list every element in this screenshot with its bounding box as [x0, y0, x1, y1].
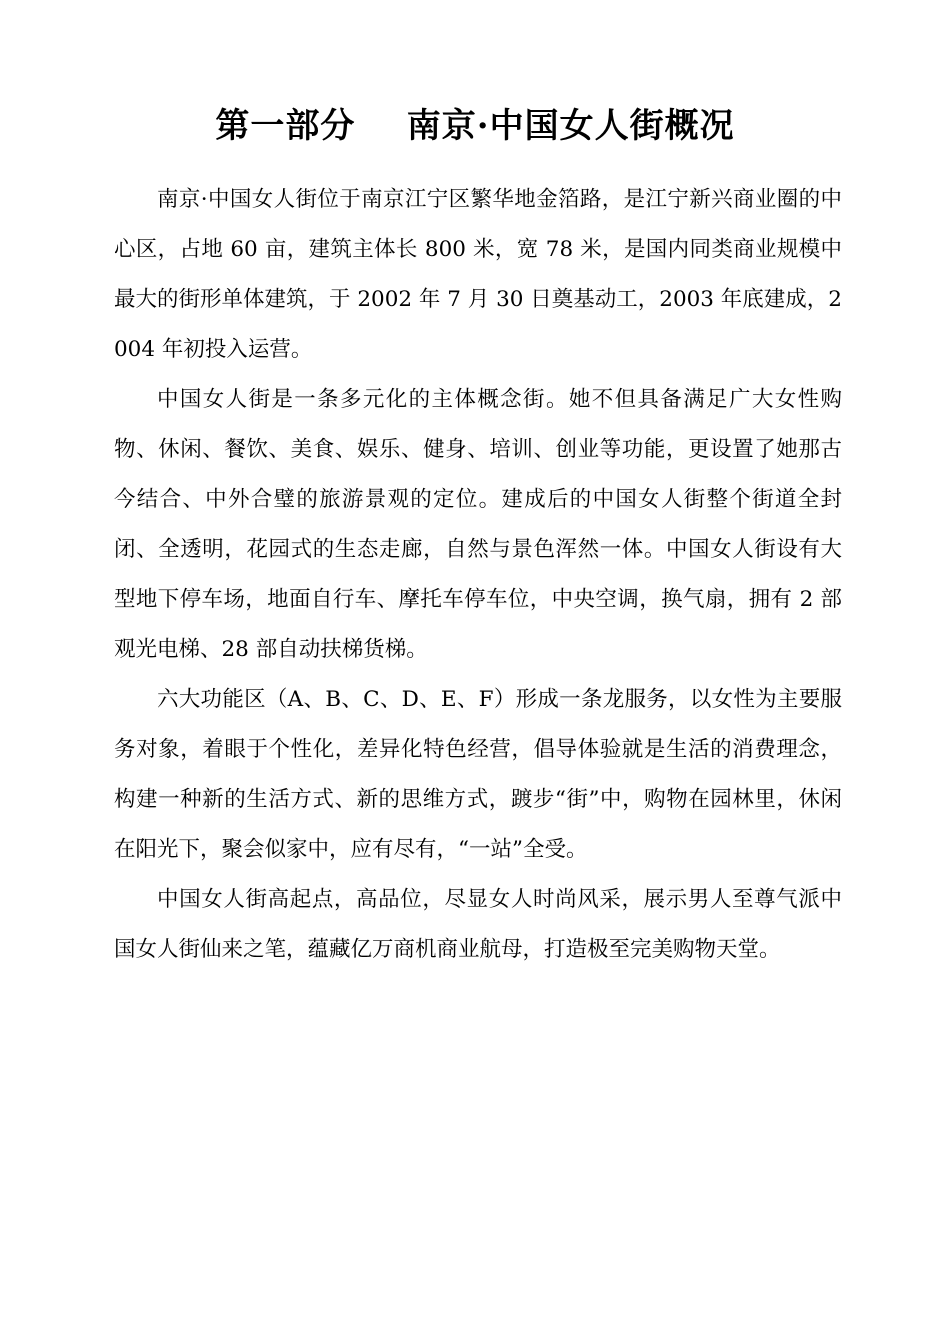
- paragraph-functional-zones: 六大功能区（A、B、C、D、E、F）形成一条龙服务，以女性为主要服务对象，着眼于个性化，差异化特色经营，倡导体验就是生活的消费理念，构建一种新的生活方式、新的思维方式，踱步“街”中，购物在园林里，休闲在阳光下，聚会似家中，应有尽有，“一站”全受。: [114, 687, 842, 862]
- document-title: 第一部分 南京·中国女人街概况: [215, 106, 735, 146]
- paragraph-positioning: 中国女人街高起点，高品位，尽显女人时尚风采，展示男人至尊气派中国女人街仙来之笔，蕴藏亿万商机商业航母，打造极至完美购物天堂。: [114, 887, 842, 962]
- paragraph-concept: 中国女人街是一条多元化的主体概念街。她不但具备满足广大女性购物、休闲、餐饮、美食、娱乐、健身、培训、创业等功能，更设置了她那古今结合、中外合璧的旅游景观的定位。建成后的中国女人街整个街道全封闭、全透明，花园式的生态走廊，自然与景色浑然一体。中国女人街设有大型地下停车场，地面自行车、摩托车停车位，中央空调，换气扇，拥有 2 部观光电梯、28 部自动扶梯货梯。: [114, 387, 842, 662]
- document-body: [114, 175, 842, 975]
- paragraph-location: 南京·中国女人街位于南京江宁区繁华地金箔路，是江宁新兴商业圈的中心区，占地 60 亩，建筑主体长 800 米，宽 78 米，是国内同类商业规模中最大的街形单体建筑，于 2002 年 7 月 30 日奠基动工，2003 年底建成，2004 年初投入运营。: [114, 187, 842, 362]
